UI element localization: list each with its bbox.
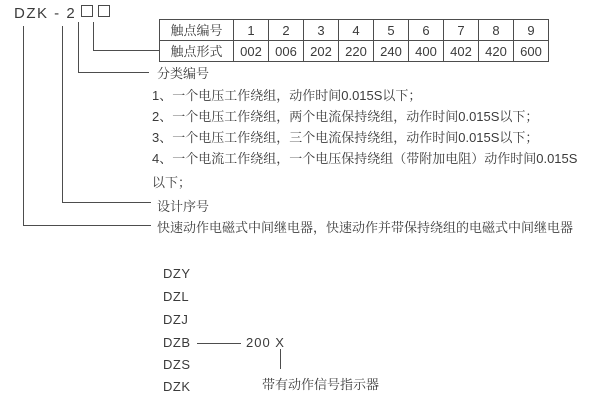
contact-table [159,19,549,62]
connector-line-contact-table [93,22,160,51]
classification-item-continuation: 以下； [152,175,192,190]
classification-item: 2、一个电压工作绕组，两个电流保持绕组，动作时间0.015S以下； [152,109,539,124]
contact-form-cell: 400 [409,41,444,62]
contact-form-label: 触点形式 [160,41,234,62]
series-item-dzs: DZS [163,357,191,372]
contact-number-cell: 8 [479,20,514,41]
contact-number-cell: 3 [304,20,339,41]
contact-number-cell: 2 [269,20,304,41]
contact-form-cell: 240 [374,41,409,62]
model-placeholder-box-2 [98,5,110,17]
contact-number-cell: 1 [234,20,269,41]
design-serial-label: 设计序号 [157,199,210,214]
contact-number-cell: 6 [409,20,444,41]
classification-item: 3、一个电压工作绕组，三个电流保持绕组，动作时间0.015S以下； [152,130,539,145]
contact-form-cell: 220 [339,41,374,62]
classification-item: 4、一个电流工作绕组，一个电压保持绕组（带附加电阻）动作时间0.015S [152,151,578,166]
contact-form-cell: 202 [304,41,339,62]
series-item-dzk: DZK [163,379,191,394]
contact-number-row [160,20,549,41]
model-code-text: DZK - 2 [14,5,77,22]
model-code [14,5,110,22]
series-item-dzb: DZB [163,335,191,350]
contact-number-cell: 7 [444,20,479,41]
contact-number-cell: 4 [339,20,374,41]
contact-number-label: 触点编号 [160,20,234,41]
contact-number-cell: 5 [374,20,409,41]
model-placeholder-box-1 [81,5,93,17]
contact-form-cell: 420 [479,41,514,62]
classification-label: 分类编号 [157,66,210,81]
classification-item: 1、一个电压工作绕组，动作时间0.015S以下； [152,88,422,103]
contact-form-row [160,41,549,62]
dzb-connector-line [197,343,241,344]
dzb-example-code: 200 X [246,335,285,350]
contact-form-cell: 002 [234,41,269,62]
contact-number-cell: 9 [514,20,549,41]
contact-form-cell: 006 [269,41,304,62]
contact-form-cell: 600 [514,41,549,62]
indicator-note: 带有动作信号指示器 [262,377,380,392]
x-pointer-line [280,349,281,369]
contact-form-cell: 402 [444,41,479,62]
series-item-dzj: DZJ [163,312,189,327]
series-item-dzl: DZL [163,289,190,304]
series-item-dzy: DZY [163,266,191,281]
relay-type-description: 快速动作电磁式中间继电器，快速动作并带保持绕组的电磁式中间继电器 [157,220,574,235]
